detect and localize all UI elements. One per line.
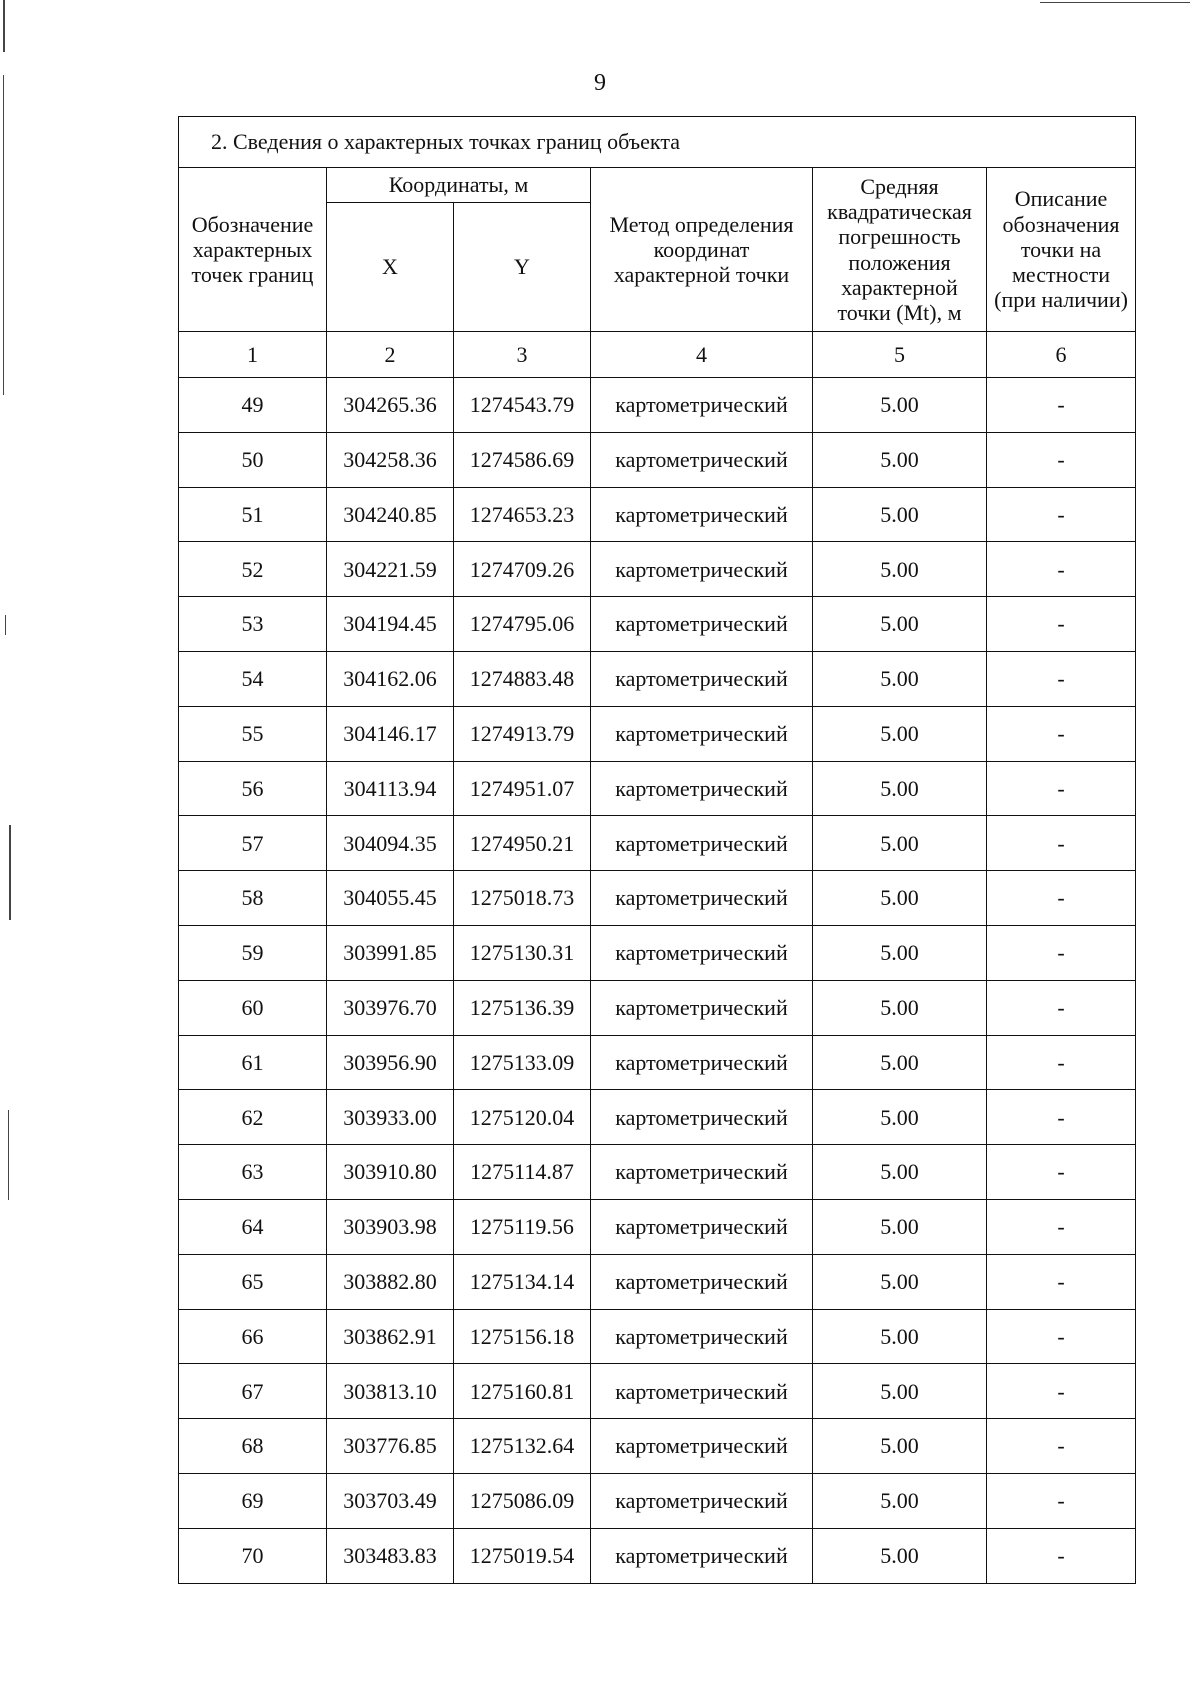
table-row bbox=[179, 1145, 1136, 1200]
error-cell: 5.00 bbox=[813, 1528, 987, 1583]
error-cell: 5.00 bbox=[813, 980, 987, 1035]
method-cell: картометрический bbox=[591, 1309, 813, 1364]
coord-y-cell: 1274795.06 bbox=[454, 597, 591, 652]
header-designation-text: Обозначение характерных точек границ bbox=[191, 211, 314, 288]
coord-y-cell: 1275136.39 bbox=[454, 980, 591, 1035]
coord-x-cell: 304094.35 bbox=[327, 816, 454, 871]
description-cell: - bbox=[987, 1254, 1136, 1309]
description-cell: - bbox=[987, 651, 1136, 706]
error-cell: 5.00 bbox=[813, 925, 987, 980]
error-cell: 5.00 bbox=[813, 1035, 987, 1090]
coord-y-cell: 1275160.81 bbox=[454, 1364, 591, 1419]
table-row bbox=[179, 871, 1136, 926]
error-cell: 5.00 bbox=[813, 1309, 987, 1364]
table-row bbox=[179, 816, 1136, 871]
description-cell: - bbox=[987, 542, 1136, 597]
table-row bbox=[179, 651, 1136, 706]
coord-x-cell: 303483.83 bbox=[327, 1528, 454, 1583]
error-cell: 5.00 bbox=[813, 706, 987, 761]
method-cell: картометрический bbox=[591, 871, 813, 926]
error-cell: 5.00 bbox=[813, 816, 987, 871]
header-method-text: Метод определения координат характерной точки bbox=[609, 211, 794, 288]
boundary-points-table bbox=[178, 116, 1136, 1584]
description-cell: - bbox=[987, 432, 1136, 487]
description-cell: - bbox=[987, 816, 1136, 871]
error-cell: 5.00 bbox=[813, 651, 987, 706]
error-cell: 5.00 bbox=[813, 597, 987, 652]
table-row bbox=[179, 1473, 1136, 1528]
error-cell: 5.00 bbox=[813, 1145, 987, 1200]
description-cell: - bbox=[987, 871, 1136, 926]
method-cell: картометрический bbox=[591, 1199, 813, 1254]
point-number-cell: 53 bbox=[179, 597, 327, 652]
method-cell: картометрический bbox=[591, 378, 813, 433]
table-row bbox=[179, 761, 1136, 816]
description-cell: - bbox=[987, 925, 1136, 980]
scan-edge-mark bbox=[5, 615, 6, 635]
point-number-cell: 60 bbox=[179, 980, 327, 1035]
error-cell: 5.00 bbox=[813, 1199, 987, 1254]
description-cell: - bbox=[987, 1199, 1136, 1254]
method-cell: картометрический bbox=[591, 432, 813, 487]
method-cell: картометрический bbox=[591, 1090, 813, 1145]
error-cell: 5.00 bbox=[813, 1473, 987, 1528]
coord-y-cell: 1274951.07 bbox=[454, 761, 591, 816]
table-row bbox=[179, 706, 1136, 761]
column-number-row bbox=[179, 332, 1136, 378]
table-row bbox=[179, 432, 1136, 487]
scan-edge-mark bbox=[3, 0, 5, 52]
method-cell: картометрический bbox=[591, 761, 813, 816]
description-cell: - bbox=[987, 706, 1136, 761]
point-number-cell: 63 bbox=[179, 1145, 327, 1200]
method-cell: картометрический bbox=[591, 542, 813, 597]
coord-x-cell: 304146.17 bbox=[327, 706, 454, 761]
coord-y-cell: 1275114.87 bbox=[454, 1145, 591, 1200]
table-row bbox=[179, 980, 1136, 1035]
point-number-cell: 59 bbox=[179, 925, 327, 980]
table-row bbox=[179, 1035, 1136, 1090]
description-cell: - bbox=[987, 1090, 1136, 1145]
coord-x-cell: 303903.98 bbox=[327, 1199, 454, 1254]
description-cell: - bbox=[987, 487, 1136, 542]
method-cell: картометрический bbox=[591, 1528, 813, 1583]
coord-x-cell: 304162.06 bbox=[327, 651, 454, 706]
error-cell: 5.00 bbox=[813, 761, 987, 816]
error-cell: 5.00 bbox=[813, 1364, 987, 1419]
point-number-cell: 62 bbox=[179, 1090, 327, 1145]
method-cell: картометрический bbox=[591, 816, 813, 871]
coord-x-cell: 304240.85 bbox=[327, 487, 454, 542]
header-description bbox=[987, 168, 1136, 332]
point-number-cell: 61 bbox=[179, 1035, 327, 1090]
coord-x-cell: 304265.36 bbox=[327, 378, 454, 433]
table-row bbox=[179, 597, 1136, 652]
description-cell: - bbox=[987, 597, 1136, 652]
coord-y-cell: 1275019.54 bbox=[454, 1528, 591, 1583]
method-cell: картометрический bbox=[591, 1254, 813, 1309]
point-number-cell: 67 bbox=[179, 1364, 327, 1419]
error-cell: 5.00 bbox=[813, 542, 987, 597]
method-cell: картометрический bbox=[591, 1145, 813, 1200]
point-number-cell: 55 bbox=[179, 706, 327, 761]
coord-x-cell: 303703.49 bbox=[327, 1473, 454, 1528]
header-method bbox=[591, 168, 813, 332]
table-body bbox=[179, 378, 1136, 1584]
coord-y-cell: 1275086.09 bbox=[454, 1473, 591, 1528]
point-number-cell: 69 bbox=[179, 1473, 327, 1528]
point-number-cell: 66 bbox=[179, 1309, 327, 1364]
header-error-text: Средняя квадратическая погрешность положения характерной точки (Mt), м bbox=[827, 173, 972, 326]
description-cell: - bbox=[987, 1364, 1136, 1419]
header-row bbox=[179, 168, 1136, 203]
header-x: X bbox=[327, 203, 454, 332]
scan-edge-mark bbox=[9, 825, 11, 920]
header-coordinates: Координаты, м bbox=[327, 168, 591, 203]
column-number: 6 bbox=[987, 332, 1136, 378]
scan-edge-mark bbox=[8, 1110, 9, 1200]
coord-x-cell: 304221.59 bbox=[327, 542, 454, 597]
coord-y-cell: 1274950.21 bbox=[454, 816, 591, 871]
point-number-cell: 52 bbox=[179, 542, 327, 597]
method-cell: картометрический bbox=[591, 706, 813, 761]
coord-x-cell: 303882.80 bbox=[327, 1254, 454, 1309]
section-title-row bbox=[179, 117, 1136, 168]
scan-edge-mark bbox=[1040, 2, 1190, 3]
table-row bbox=[179, 542, 1136, 597]
table-row bbox=[179, 1419, 1136, 1474]
coord-x-cell: 303933.00 bbox=[327, 1090, 454, 1145]
method-cell: картометрический bbox=[591, 651, 813, 706]
method-cell: картометрический bbox=[591, 1419, 813, 1474]
method-cell: картометрический bbox=[591, 487, 813, 542]
coord-y-cell: 1275156.18 bbox=[454, 1309, 591, 1364]
header-y: Y bbox=[454, 203, 591, 332]
table-row bbox=[179, 1528, 1136, 1583]
column-number: 3 bbox=[454, 332, 591, 378]
point-number-cell: 51 bbox=[179, 487, 327, 542]
coord-x-cell: 304055.45 bbox=[327, 871, 454, 926]
description-cell: - bbox=[987, 1473, 1136, 1528]
method-cell: картометрический bbox=[591, 597, 813, 652]
table-row bbox=[179, 1364, 1136, 1419]
coord-x-cell: 304194.45 bbox=[327, 597, 454, 652]
coord-y-cell: 1274586.69 bbox=[454, 432, 591, 487]
coord-y-cell: 1274913.79 bbox=[454, 706, 591, 761]
coord-y-cell: 1274543.79 bbox=[454, 378, 591, 433]
point-number-cell: 58 bbox=[179, 871, 327, 926]
column-number: 2 bbox=[327, 332, 454, 378]
coord-y-cell: 1275130.31 bbox=[454, 925, 591, 980]
method-cell: картометрический bbox=[591, 925, 813, 980]
coord-y-cell: 1275018.73 bbox=[454, 871, 591, 926]
table-row bbox=[179, 1090, 1136, 1145]
coord-y-cell: 1275120.04 bbox=[454, 1090, 591, 1145]
description-cell: - bbox=[987, 1528, 1136, 1583]
description-cell: - bbox=[987, 1145, 1136, 1200]
coord-x-cell: 303862.91 bbox=[327, 1309, 454, 1364]
description-cell: - bbox=[987, 378, 1136, 433]
point-number-cell: 64 bbox=[179, 1199, 327, 1254]
coord-y-cell: 1275134.14 bbox=[454, 1254, 591, 1309]
point-number-cell: 50 bbox=[179, 432, 327, 487]
coord-x-cell: 303776.85 bbox=[327, 1419, 454, 1474]
error-cell: 5.00 bbox=[813, 871, 987, 926]
point-number-cell: 70 bbox=[179, 1528, 327, 1583]
point-number-cell: 49 bbox=[179, 378, 327, 433]
coord-x-cell: 304113.94 bbox=[327, 761, 454, 816]
coord-x-cell: 303976.70 bbox=[327, 980, 454, 1035]
point-number-cell: 56 bbox=[179, 761, 327, 816]
coord-y-cell: 1275132.64 bbox=[454, 1419, 591, 1474]
table-row bbox=[179, 378, 1136, 433]
point-number-cell: 65 bbox=[179, 1254, 327, 1309]
error-cell: 5.00 bbox=[813, 1419, 987, 1474]
description-cell: - bbox=[987, 1419, 1136, 1474]
scan-edge-mark bbox=[3, 75, 4, 395]
point-number-cell: 54 bbox=[179, 651, 327, 706]
method-cell: картометрический bbox=[591, 1473, 813, 1528]
coord-y-cell: 1274709.26 bbox=[454, 542, 591, 597]
coord-y-cell: 1275119.56 bbox=[454, 1199, 591, 1254]
point-number-cell: 57 bbox=[179, 816, 327, 871]
description-cell: - bbox=[987, 761, 1136, 816]
description-cell: - bbox=[987, 1309, 1136, 1364]
coord-x-cell: 304258.36 bbox=[327, 432, 454, 487]
error-cell: 5.00 bbox=[813, 378, 987, 433]
error-cell: 5.00 bbox=[813, 432, 987, 487]
table-row bbox=[179, 1254, 1136, 1309]
method-cell: картометрический bbox=[591, 1364, 813, 1419]
description-cell: - bbox=[987, 1035, 1136, 1090]
header-error bbox=[813, 168, 987, 332]
section-title: 2. Сведения о характерных точках границ объекта bbox=[179, 117, 1136, 168]
coord-x-cell: 303991.85 bbox=[327, 925, 454, 980]
coord-y-cell: 1274883.48 bbox=[454, 651, 591, 706]
coord-y-cell: 1275133.09 bbox=[454, 1035, 591, 1090]
method-cell: картометрический bbox=[591, 980, 813, 1035]
description-cell: - bbox=[987, 980, 1136, 1035]
error-cell: 5.00 bbox=[813, 1254, 987, 1309]
column-number: 1 bbox=[179, 332, 327, 378]
coord-x-cell: 303956.90 bbox=[327, 1035, 454, 1090]
column-number: 4 bbox=[591, 332, 813, 378]
coord-x-cell: 303813.10 bbox=[327, 1364, 454, 1419]
coord-y-cell: 1274653.23 bbox=[454, 487, 591, 542]
column-number: 5 bbox=[813, 332, 987, 378]
table-row bbox=[179, 1199, 1136, 1254]
table-row bbox=[179, 487, 1136, 542]
error-cell: 5.00 bbox=[813, 487, 987, 542]
coord-x-cell: 303910.80 bbox=[327, 1145, 454, 1200]
method-cell: картометрический bbox=[591, 1035, 813, 1090]
header-description-text: Описание обозначения точки на местности (при наличии) bbox=[994, 186, 1128, 313]
table-row bbox=[179, 925, 1136, 980]
point-number-cell: 68 bbox=[179, 1419, 327, 1474]
page-number: 9 bbox=[594, 70, 606, 96]
header-designation bbox=[179, 168, 327, 332]
table-row bbox=[179, 1309, 1136, 1364]
error-cell: 5.00 bbox=[813, 1090, 987, 1145]
